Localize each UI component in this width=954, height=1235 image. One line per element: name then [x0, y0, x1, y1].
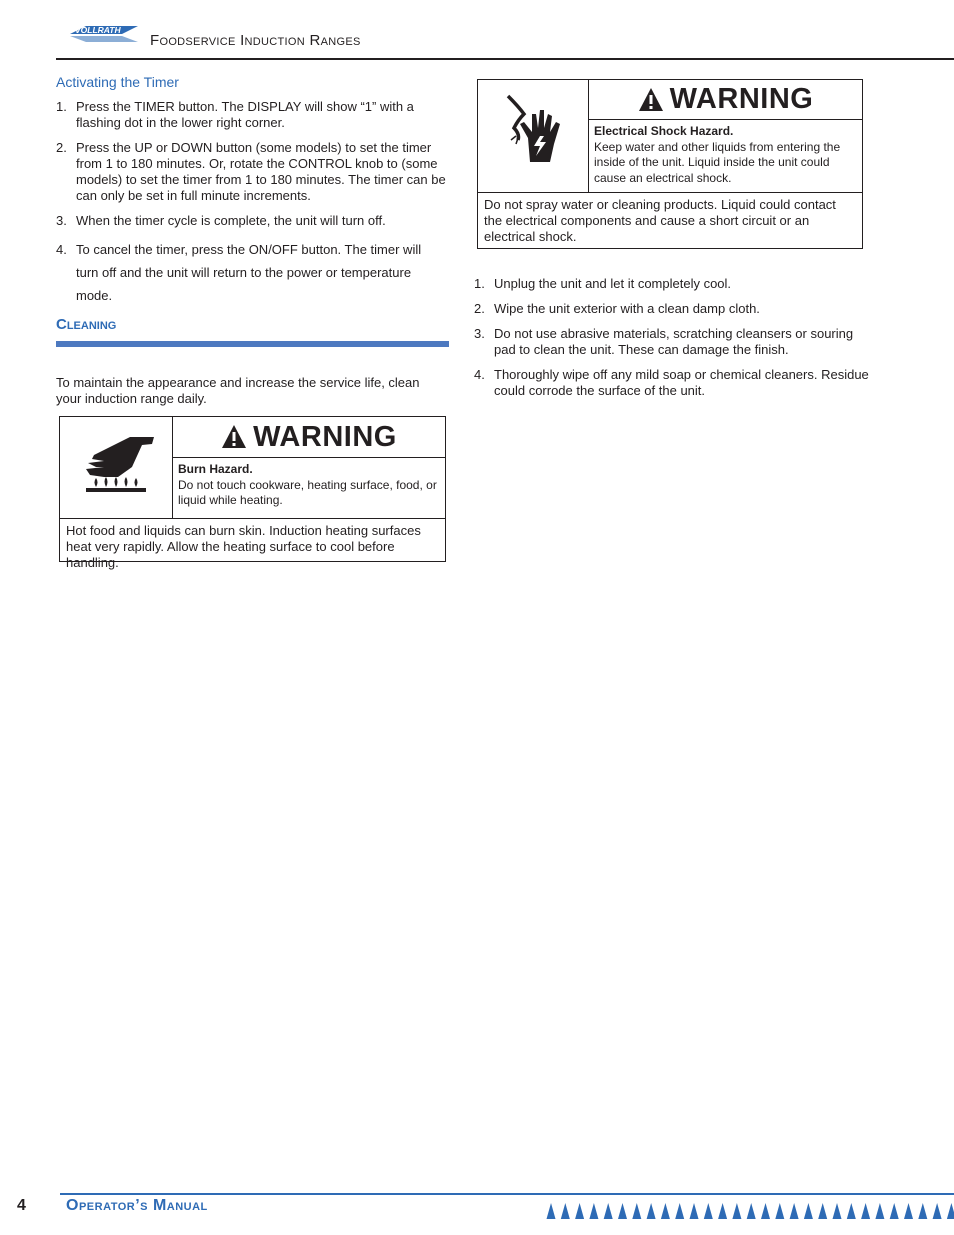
decorative-triangle — [647, 1203, 656, 1219]
timer-steps-list — [56, 99, 446, 307]
hazard-text: Do not touch cookware, heating surface, food, or liquid while heating. — [178, 477, 437, 507]
step-number: 4. — [56, 242, 67, 257]
decorative-triangle — [933, 1203, 942, 1219]
step-number: 2. — [474, 301, 485, 316]
footer-title: Operator’s Manual — [66, 1197, 208, 1214]
cleaning-steps-list — [474, 276, 869, 408]
hazard-description — [589, 120, 862, 192]
decorative-triangle — [632, 1203, 641, 1219]
warning-label: WARNING — [253, 420, 397, 453]
decorative-triangle — [790, 1203, 799, 1219]
list-item — [474, 301, 869, 317]
hazard-description — [173, 458, 445, 518]
decorative-triangle — [690, 1203, 699, 1219]
list-item — [56, 238, 446, 307]
decorative-triangle — [890, 1203, 899, 1219]
step-text: Wipe the unit exterior with a clean damp cloth. — [494, 301, 760, 316]
decorative-triangle — [561, 1203, 570, 1219]
shock-warning-box — [477, 79, 863, 249]
decorative-triangle-row — [546, 1203, 954, 1219]
step-number: 3. — [474, 326, 485, 341]
decorative-triangle — [732, 1203, 741, 1219]
page-number: 4 — [17, 1197, 26, 1214]
decorative-triangle — [618, 1203, 627, 1219]
cleaning-intro: To maintain the appearance and increase the service life, clean your induction range daily. — [56, 375, 420, 406]
header-divider — [56, 58, 954, 60]
document-title: Foodservice Induction Ranges — [150, 32, 361, 49]
step-number: 1. — [474, 276, 485, 291]
decorative-triangle — [589, 1203, 598, 1219]
step-number: 3. — [56, 213, 67, 228]
burn-hand-icon — [60, 417, 173, 518]
warning-banner — [589, 80, 862, 120]
step-text: Press the TIMER button. The DISPLAY will show “1” with a flashing dot in the lower right corner. — [76, 99, 414, 130]
list-item — [56, 99, 446, 131]
warning-triangle-icon — [638, 87, 664, 113]
step-number: 2. — [56, 140, 67, 155]
decorative-triangle — [918, 1203, 927, 1219]
footer-divider — [60, 1193, 954, 1195]
step-text: When the timer cycle is complete, the unit will turn off. — [76, 213, 386, 228]
decorative-triangle — [833, 1203, 842, 1219]
decorative-triangle — [747, 1203, 756, 1219]
decorative-triangle — [675, 1203, 684, 1219]
hazard-title: Electrical Shock Hazard. — [594, 124, 734, 138]
burn-warning-box — [59, 416, 446, 570]
decorative-triangle — [875, 1203, 884, 1219]
vollrath-logo — [66, 22, 142, 46]
decorative-triangle — [847, 1203, 856, 1219]
decorative-triangle — [775, 1203, 784, 1219]
list-item — [56, 213, 446, 229]
warning-footer-text: Do not spray water or cleaning products. Liquid could contact the electrical components and cause a short circuit or an electrical shock. — [478, 192, 862, 248]
decorative-triangle — [604, 1203, 613, 1219]
list-item — [474, 367, 869, 399]
logo-mark — [70, 25, 138, 42]
section-divider-bar — [56, 341, 449, 347]
decorative-triangle — [718, 1203, 727, 1219]
timer-heading: Activating the Timer — [56, 74, 179, 90]
hazard-text: Keep water and other liquids from entering the inside of the unit. Liquid inside the unit could cause an electrical shock. — [594, 139, 841, 185]
step-text: To cancel the timer, press the ON/OFF button. The timer will turn off and the unit will return to the power or temperature mode. — [76, 242, 422, 303]
decorative-triangle — [575, 1203, 584, 1219]
step-text: Press the UP or DOWN button (some models) to set the timer from 1 to 180 minutes. Or, rotate the CONTROL knob to (some models) to set the timer from 1 to 180 minutes. The timer can be can only be set in full minute increments. — [76, 140, 446, 203]
list-item — [474, 326, 869, 358]
decorative-triangle — [947, 1203, 954, 1219]
decorative-triangle — [547, 1203, 556, 1219]
decorative-triangle — [861, 1203, 870, 1219]
step-number: 4. — [474, 367, 485, 382]
step-text: Unplug the unit and let it completely cool. — [494, 276, 732, 291]
warning-triangle-icon — [221, 424, 247, 450]
decorative-triangle — [804, 1203, 813, 1219]
cleaning-heading: Cleaning — [56, 316, 117, 333]
list-item — [474, 276, 869, 292]
svg-text:VOLLRATH: VOLLRATH — [75, 25, 121, 35]
warning-footer-text: Hot food and liquids can burn skin. Induction heating surfaces heat very rapidly. Allow the heating surface to cool before handling. — [60, 518, 445, 561]
decorative-triangle — [818, 1203, 827, 1219]
hazard-title: Burn Hazard. — [178, 462, 253, 476]
warning-banner — [173, 417, 445, 458]
decorative-triangle — [661, 1203, 670, 1219]
warning-label: WARNING — [669, 83, 814, 115]
electric-shock-hand-icon — [478, 80, 589, 192]
list-item — [56, 140, 446, 204]
step-text: Thoroughly wipe off any mild soap or chemical cleaners. Residue could corrode the surface of the unit. — [494, 367, 869, 398]
decorative-triangle — [904, 1203, 913, 1219]
step-text: Do not use abrasive materials, scratching cleansers or souring pad to clean the unit. These can damage the finish. — [494, 326, 854, 357]
step-number: 1. — [56, 99, 67, 114]
decorative-triangle — [761, 1203, 770, 1219]
decorative-triangle — [704, 1203, 713, 1219]
